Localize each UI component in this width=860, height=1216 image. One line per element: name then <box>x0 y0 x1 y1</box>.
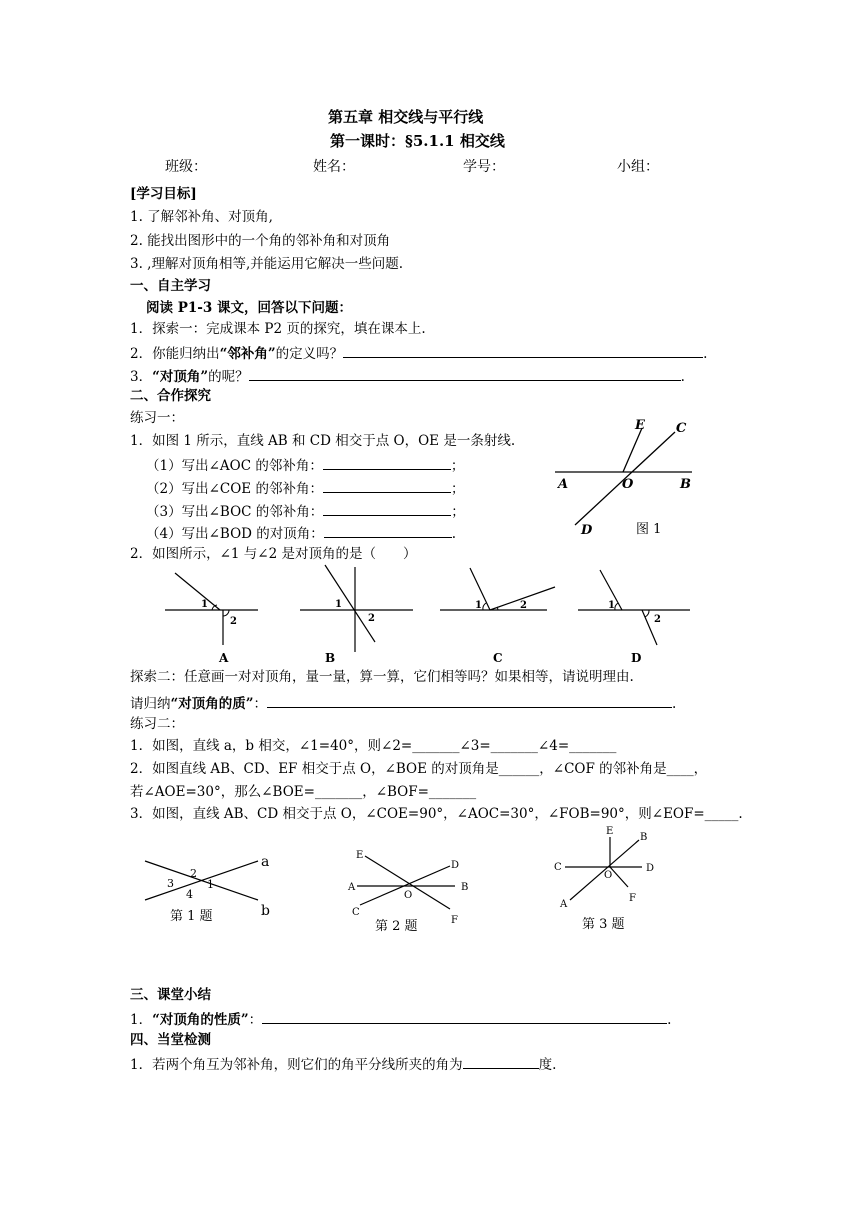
sub-question: （2）写出∠COE 的邻补角： ； <box>146 481 465 497</box>
name-field-label: 姓名： <box>313 159 355 175</box>
label-O: O <box>604 870 613 881</box>
class-field-label: 班级： <box>165 159 207 175</box>
sub-question: （4）写出∠BOD 的对顶角： . <box>146 526 457 542</box>
objective-item: 1. 了解邻补角、对顶角, <box>130 209 273 225</box>
label-F: F <box>451 915 458 926</box>
sub-question: （3）写出∠BOC 的邻补角： ； <box>146 504 465 520</box>
objective-item: 2. 能找出图形中的一个角的邻补角和对顶角 <box>130 233 391 249</box>
angle-2-label: 2 <box>368 613 375 624</box>
angle-1-label: 1 <box>335 599 342 610</box>
explore-2: 探索二：任意画一对对顶角，量一量，算一算，它们相等吗？如果相等，请说明理由. <box>130 669 634 685</box>
option-c-diagram <box>435 565 560 665</box>
label-E: E <box>635 418 645 433</box>
answer-blank[interactable] <box>343 344 703 358</box>
label-O: O <box>622 477 634 492</box>
summary-item: 1．“对顶角的性质”： . <box>130 1012 672 1028</box>
practice-2-question-2-continued: 若∠AOE=30°，那么∠BOE=_______，∠BOF=_______ <box>130 784 477 800</box>
practice-1-question-2: 2．如图所示，∠1 与∠2 是对顶角的是（ ） <box>130 546 417 562</box>
exercise-1-caption: 第 1 题 <box>170 909 213 924</box>
summary-heading: 三、课堂小结 <box>130 987 211 1003</box>
exercise-2-diagram <box>340 848 480 938</box>
exercise-3-caption: 第 3 题 <box>582 917 625 932</box>
angle-3-label: 3 <box>167 877 174 890</box>
question-3: 3．“对顶角”的呢？ . <box>130 369 685 385</box>
practice-2-label: 练习二： <box>130 716 184 732</box>
label-D: D <box>451 860 460 871</box>
angle-1-label: 1 <box>207 878 214 891</box>
option-a-label: A <box>219 651 229 665</box>
answer-blank[interactable] <box>323 456 451 470</box>
answer-blank[interactable] <box>262 1010 667 1024</box>
angle-4-label: 4 <box>186 888 193 901</box>
group-field-label: 小组： <box>617 159 659 175</box>
chapter-title: 第五章 相交线与平行线 <box>328 108 484 126</box>
practice-2-question-1: 1．如图，直线 a，b 相交，∠1=40°，则∠2=_______∠3=_______∠4=_______ <box>130 738 617 754</box>
label-B: B <box>461 882 469 893</box>
option-b-diagram <box>295 562 420 665</box>
check-heading: 四、当堂检测 <box>130 1032 211 1048</box>
label-A: A <box>558 477 569 492</box>
exercise-2-caption: 第 2 题 <box>375 919 418 934</box>
exercise-3-diagram <box>550 825 670 935</box>
question-1: 1．探索一：完成课本 P2 页的探究，填在课本上. <box>130 321 426 337</box>
self-study-heading: 一、自主学习 <box>130 278 211 294</box>
line-b-label: b <box>261 903 270 919</box>
angle-2-label: 2 <box>520 600 527 611</box>
label-D: D <box>581 523 593 538</box>
label-C: C <box>676 421 687 436</box>
cooperative-heading: 二、合作探究 <box>130 388 211 404</box>
sub-question: （1）写出∠AOC 的邻补角： ； <box>146 458 465 474</box>
check-question-1: 1．若两个角互为邻补角，则它们的角平分线所夹的角为 度. <box>130 1057 557 1073</box>
angle-1-label: 1 <box>201 599 208 610</box>
label-C: C <box>554 862 562 873</box>
exercise-1-diagram <box>140 848 285 933</box>
option-d-diagram <box>575 565 700 665</box>
answer-blank[interactable] <box>249 367 681 381</box>
objective-item: 3. ,理解对顶角相等,并能运用它解决一些问题. <box>130 256 404 272</box>
figure-1-caption: 图 1 <box>636 522 662 537</box>
label-A: A <box>348 882 356 893</box>
answer-blank[interactable] <box>267 694 672 708</box>
angle-2-label: 2 <box>190 867 197 880</box>
angle-2-label: 2 <box>230 616 237 627</box>
label-A: A <box>560 899 568 910</box>
figure-1-diagram <box>550 410 700 540</box>
label-O: O <box>404 890 413 901</box>
practice-1-label: 练习一： <box>130 410 184 426</box>
option-c-label: C <box>493 651 503 665</box>
angle-1-label: 1 <box>608 600 615 611</box>
answer-blank[interactable] <box>463 1055 539 1069</box>
angle-1-label: 1 <box>475 600 482 611</box>
option-b-label: B <box>325 651 336 665</box>
angle-2-label: 2 <box>654 614 661 625</box>
answer-blank[interactable] <box>323 502 451 516</box>
student-id-field-label: 学号： <box>463 159 505 175</box>
option-d-label: D <box>631 651 642 665</box>
induce-property: 请归纳“对顶角的质”： . <box>130 696 677 712</box>
label-B: B <box>640 832 648 843</box>
label-D: D <box>646 863 655 874</box>
practice-1-question-1: 1．如图 1 所示，直线 AB 和 CD 相交于点 O，OE 是一条射线. <box>130 433 516 449</box>
label-B: B <box>680 477 691 492</box>
line-a-label: a <box>261 854 270 870</box>
question-2: 2．你能归纳出“邻补角”的定义吗？ . <box>130 346 708 362</box>
label-E: E <box>606 826 614 837</box>
practice-2-question-3: 3．如图，直线 AB、CD 相交于点 O，∠COE=90°，∠AOC=30°，∠FOB=90°，则∠EOF=_____. <box>130 806 743 822</box>
label-F: F <box>629 893 636 904</box>
objectives-heading: [学习目标] <box>130 186 197 202</box>
lesson-title: 第一课时：§5.1.1 相交线 <box>330 132 505 150</box>
practice-2-question-2: 2．如图直线 AB、CD、EF 相交于点 O，∠BOE 的对顶角是______，∠COF 的邻补角是____， <box>130 761 708 777</box>
label-E: E <box>356 850 364 861</box>
answer-blank[interactable] <box>323 479 451 493</box>
answer-blank[interactable] <box>324 524 452 538</box>
label-C: C <box>352 907 360 918</box>
reading-instruction: 阅读 P1-3 课文，回答以下问题： <box>146 300 352 316</box>
option-a-diagram <box>160 565 270 665</box>
